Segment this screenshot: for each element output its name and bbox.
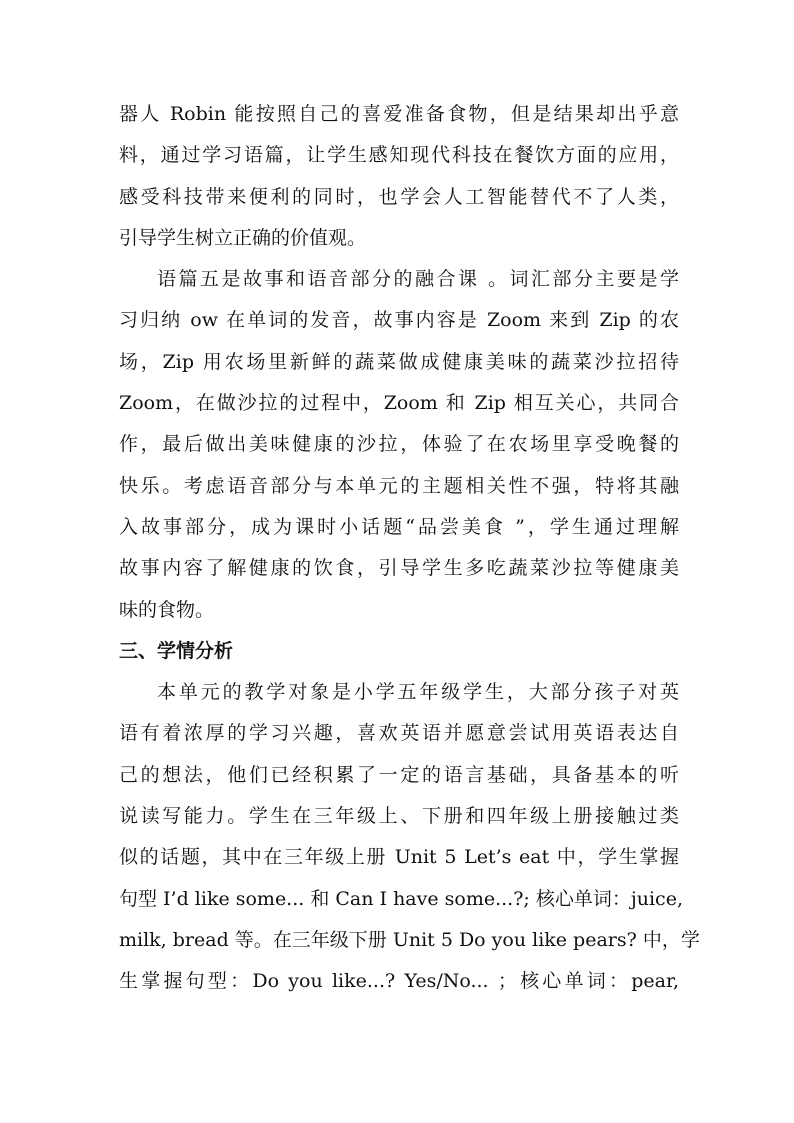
text-line: 语有着浓厚的学习兴趣，喜欢英语并愿意尝试用英语表达自 — [119, 722, 679, 745]
text-line: 句型 I’d like some... 和 Can I have some...?; 核心单词：juice, — [119, 887, 683, 910]
text-line: 料，通过学习语篇，让学生感知现代科技在餐饮方面的应用， — [119, 144, 679, 167]
section-heading: 三、学情分析 — [119, 639, 234, 662]
document-body — [119, 94, 700, 1003]
text-line: 生掌握句型：Do you like...? Yes/No... ；核心单词：pear, — [119, 970, 679, 993]
text-line: 味的食物。 — [119, 598, 215, 621]
text-line: 引导学生树立正确的价值观。 — [119, 226, 367, 249]
text-line: 器人 Robin 能按照自己的喜爱准备食物，但是结果却出乎意 — [119, 103, 679, 125]
paragraph-robin — [119, 94, 679, 259]
paragraph-text-five — [119, 259, 679, 631]
text-line: 场，Zip 用农场里新鲜的蔬菜做成健康美味的蔬菜沙拉招待 — [119, 350, 679, 373]
text-line: 似的话题，其中在三年级上册 Unit 5 Let’s eat 中，学生掌握 — [119, 846, 679, 869]
text-line: 入故事部分，成为课时小话题“品尝美食 ”，学生通过理解 — [119, 515, 679, 538]
text-line: 故事内容了解健康的饮食，引导学生多吃蔬菜沙拉等健康美 — [119, 557, 679, 580]
text-line: 习归纳 ow 在单词的发音，故事内容是 Zoom 来到 Zip 的农 — [119, 309, 679, 332]
text-line: 快乐。考虑语音部分与本单元的主题相关性不强，特将其融 — [119, 474, 679, 497]
text-line: 己的想法，他们已经积累了一定的语言基础，具备基本的听 — [119, 763, 679, 786]
text-line: 作，最后做出美味健康的沙拉，体验了在农场里享受晚餐的 — [119, 433, 679, 456]
text-line: 感受科技带来便利的同时，也学会人工智能替代不了人类， — [119, 185, 679, 208]
paragraph-student-analysis — [119, 672, 700, 1002]
text-line: 说读写能力。学生在三年级上、下册和四年级上册接触过类 — [119, 805, 679, 828]
text-line: 语篇五是故事和语音部分的融合课 。词汇部分主要是学 — [157, 268, 679, 291]
text-line: 本单元的教学对象是小学五年级学生，大部分孩子对英 — [157, 681, 679, 704]
text-line: milk, bread 等。在三年级下册 Unit 5 Do you like pears? 中，学 — [119, 928, 700, 951]
text-line: Zoom，在做沙拉的过程中，Zoom 和 Zip 相互关心，共同合 — [119, 392, 679, 415]
